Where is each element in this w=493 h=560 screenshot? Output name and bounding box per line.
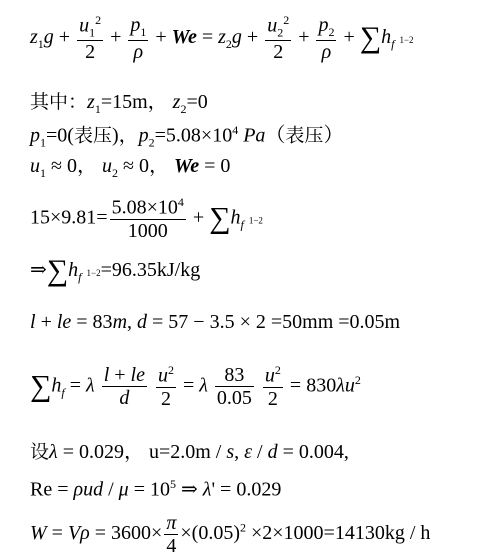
friction-loss-result: $\Rightarrow\sum h_f$ 1−2=96.35kJ/kg — [30, 254, 201, 287]
given-heights: 其中：$z_1=15m$， $z_2=0$ — [30, 91, 208, 116]
reynolds-number: $Re = \rho ud / \mu = 10^5$ ⇒ λ' = 0.029 — [30, 477, 282, 501]
mass-flow-rate: W = Vρ = 3600× $\frac{\pi}{4}$ $\times(0.05)^2 \times 2\times 1000=14130kg / h$ — [30, 512, 431, 557]
given-velocities: $u_1 \approx 0$， $u_2 \approx 0$， We = 0 — [30, 155, 231, 180]
friction-loss-formula: $\sum h_f = \lambda$ $\frac{l + le}{d}$ $\frac{u^2}{2}$ = λ $\frac{83}{0.05}$ $\frac{u^2}{2}$ = $830\lambda u^2$ — [30, 363, 361, 410]
pipe-length-diameter: l + le = 83m, d = 57 − 3.5 × 2 =50mm =0.05m — [30, 311, 401, 333]
energy-balance-substitution: 15×9.81= $\frac{5.08\times 10^4}{1000}$ + $\sum h_f$ 1−2 — [30, 195, 263, 242]
assumed-friction-factor: 设λ = 0.029， u=2.0m / s, ε / d = 0.004, — [30, 441, 349, 463]
bernoulli-equation: $z_1g$ + $\frac{u_1^2}{2}$ + $\frac{p_1}{\rho}$ + $We = z_2g$ + $\frac{u_2^2}{2}$ + $\frac{p_2}{\rho}$ + $\sum h_f$ 1−2 — [30, 13, 414, 63]
given-pressures: $p_1=0$(表压)，$p_2=5.08\times 10^4$ Pa（表压） — [30, 123, 344, 150]
